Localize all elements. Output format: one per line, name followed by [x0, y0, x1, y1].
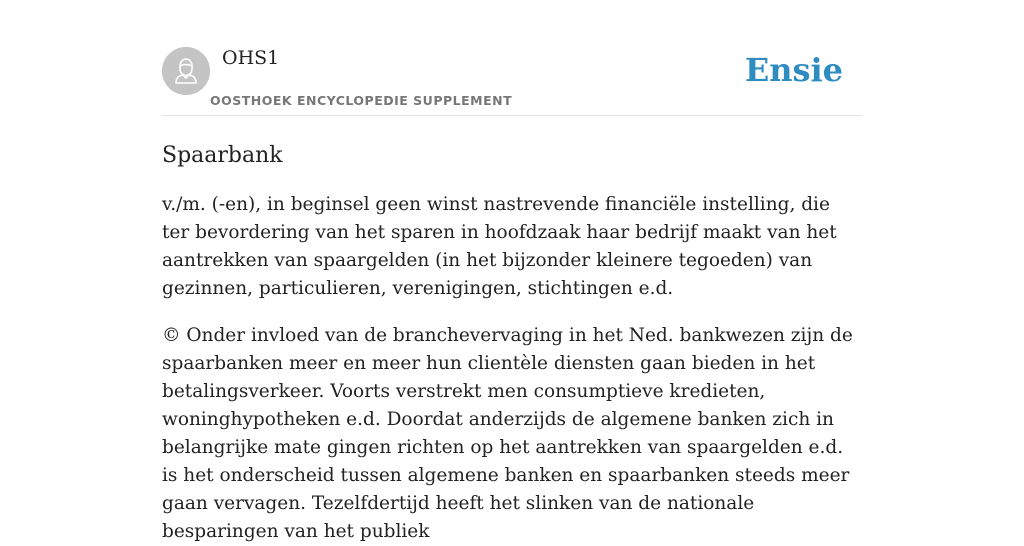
entry-header — [162, 0, 862, 116]
user-icon — [162, 47, 210, 95]
article-paragraph: © Onder invloed van de branchevervaging in het Ned. bankwezen zijn de spaarbanken meer en meer hun clientèle diensten gaan bieden in het betalingsverkeer. Voorts verstrekt men consumptieve kredieten, woninghypotheken e.d. Doordat anderzijds de algemene banken zich in belangrijke mate gingen richten op het aantrekken van spaargelden e.d. is het onderscheid tussen algemene banken en spaarbanken steeds meer gaan vervagen. Tezelfdertijd heeft het slinken van de nationale besparingen van het publiek — [162, 325, 853, 542]
avatar[interactable] — [162, 47, 210, 95]
source-label[interactable]: OOSTHOEK ENCYCLOPEDIE SUPPLEMENT — [210, 93, 513, 108]
article-title: Spaarbank — [162, 143, 283, 168]
page-container — [162, 0, 862, 546]
brand-logo[interactable]: Ensie — [744, 51, 843, 89]
article-paragraph: v./m. (-en), in beginsel geen winst nastrevende financiële instelling, die ter bevordering van het sparen in hoofdzaak haar bedrijf maakt van het aantrekken van spaargelden (in het bijzonder kleinere tegoeden) van gezinnen, particulieren, verenigingen, stichtingen e.d. — [162, 194, 837, 299]
author-name[interactable]: OHS1 — [222, 47, 280, 69]
